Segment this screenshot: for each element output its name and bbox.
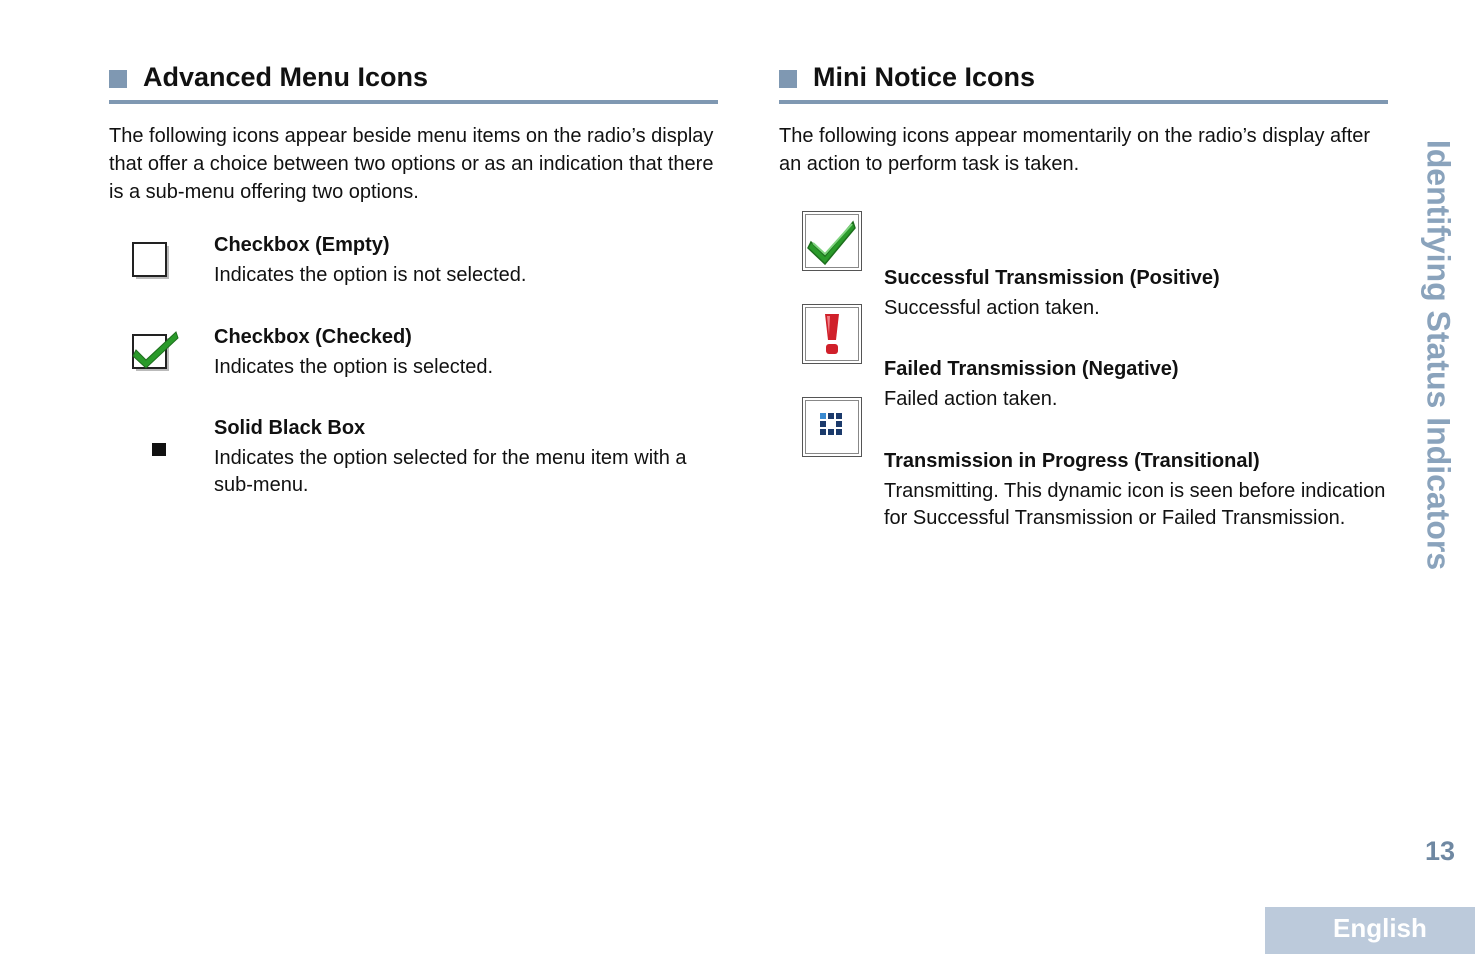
item-description: Transmitting. This dynamic icon is seen before indication for Successful Transmission or Failed Transmission. xyxy=(884,480,1386,529)
solid-black-box-icon xyxy=(152,443,166,456)
section-header xyxy=(109,60,718,104)
section-header xyxy=(779,60,1388,104)
item-description: Indicates the option selected for the menu item with a sub-menu. xyxy=(214,447,687,496)
language-tab xyxy=(1265,907,1475,954)
item-title: Failed Transmission (Negative) xyxy=(884,358,1179,380)
section-bullet-icon xyxy=(109,70,127,88)
list-item xyxy=(779,296,1388,410)
mini-notice-icons-section xyxy=(779,60,1388,529)
sidebar-chapter-label: Identifying Status Indicators xyxy=(1420,139,1457,571)
language-label: English xyxy=(1333,913,1427,943)
sidebar-chapter-title xyxy=(1418,130,1458,580)
red-exclamation-icon xyxy=(802,304,862,364)
item-title: Transmission in Progress (Transitional) xyxy=(884,450,1260,472)
section-intro: The following icons appear momentarily on the radio’s display after an action to perform task is taken. xyxy=(779,125,1371,175)
item-title: Solid Black Box xyxy=(214,417,366,439)
item-title: Checkbox (Checked) xyxy=(214,326,412,348)
advanced-menu-icons-section xyxy=(109,60,718,496)
item-description: Indicates the option is selected. xyxy=(214,356,494,378)
transmitting-dots-icon xyxy=(802,397,862,457)
page-number: 13 xyxy=(1424,836,1455,866)
checkbox-checked-icon xyxy=(132,330,180,379)
item-description: Failed action taken. xyxy=(884,388,1058,410)
list-item xyxy=(779,205,1388,319)
section-bullet-icon xyxy=(779,70,797,88)
item-description: Indicates the option is not selected. xyxy=(214,264,527,286)
green-checkmark-icon xyxy=(802,211,862,271)
item-description: Successful action taken. xyxy=(884,297,1100,319)
section-title: Advanced Menu Icons xyxy=(143,61,429,92)
item-title: Successful Transmission (Positive) xyxy=(884,267,1220,289)
section-intro: The following icons appear beside menu items on the radio’s display that offer a choice between two options or as an indication that there is a sub-menu offering two options. xyxy=(109,125,714,203)
item-title: Checkbox (Empty) xyxy=(214,234,390,256)
list-item xyxy=(779,388,1388,529)
checkbox-empty-icon xyxy=(132,242,170,285)
section-title: Mini Notice Icons xyxy=(813,61,1036,92)
